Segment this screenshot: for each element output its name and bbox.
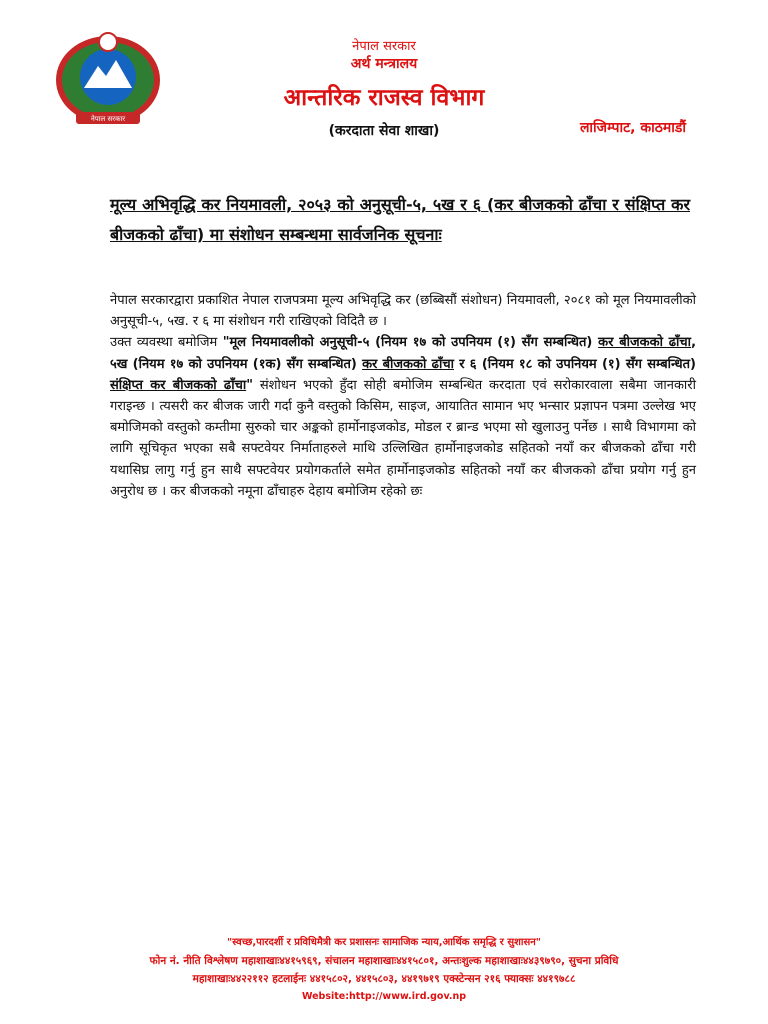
p2-quote-4: " (246, 377, 253, 393)
government-name: नेपाल सरकार (352, 39, 416, 54)
footer-contact-line-2: महाशाखाः४४२२११२ हटलाईनः ४४१५८०२, ४४१५८०३, ४४१९७१९ एक्स्टेन्सन २१६ फ्याक्सः ४४१९७८८ (192, 973, 576, 985)
paragraph-1: नेपाल सरकारद्वारा प्रकाशित नेपाल राजपत्रमा मूल्य अभिवृद्धि कर (छब्बिसौं संशोधन) नियमावली, २०८१ को मूल नियमावलीको अनुसूची-५, ५ख. र ६ मा संशोधन गरी राखिएको विदितै छ । (110, 293, 696, 330)
emblem-text: नेपाल सरकार (90, 115, 126, 123)
ministry-name: अर्थ मन्त्रालय (350, 56, 418, 72)
footer-contact-line-1: फोन नं. नीति विश्लेषण महाशाखाः४४१५९६९, संचालन महाशाखाः४४१५८०१, अन्तःशुल्क महाशाखाः४४३९७९०, सुचना प्रविधि (149, 955, 619, 967)
p2-quote-1: "मूल नियमावलीको अनुसूची-५ (नियम १७ को उपनियम (१) सँग सम्बन्धित) (222, 335, 599, 351)
p2-intro: उक्त व्यवस्था बमोजिम (110, 335, 223, 351)
office-location: लाजिम्पाट, काठमाडौं (579, 120, 686, 136)
branch-name: (करदाता सेवा शाखा) (328, 123, 440, 139)
p2-underline-1: कर बीजकको ढाँचा (598, 335, 692, 351)
footer (0, 934, 768, 1006)
p2-quote-3: र ६ (नियम १८ को उपनियम (१) सँग सम्बन्धित) (453, 356, 696, 372)
paragraph-2 (110, 332, 696, 502)
p2-quote-2: , ५ख (नियम १७ को उपनियम (१क) सँग सम्बन्धित) (110, 335, 697, 372)
p2-underline-2: कर बीजकको ढाँचा (362, 356, 454, 372)
department-name: आन्तरिक राजस्व विभाग (283, 85, 485, 111)
footer-slogan: "स्वच्छ,पारदर्शी र प्रविधिमैत्री कर प्रशासनः सामाजिक न्याय,आर्थिक समृद्धि र सुशासन" (227, 937, 541, 948)
notice-title: मूल्य अभिवृद्धि कर नियमावली, २०५३ को अनुसूची-५, ५ख र ६ (कर बीजकको ढाँचा र संक्षिप्त कर बीजकको ढाँचा) मा संशोधन सम्बन्धमा सार्वजनिक सूचनाः (110, 195, 690, 244)
p2-rest: संशोधन भएको हुँदा सोही बमोजिम सम्बन्धित करदाता एवं सरोकारवाला सबैमा जानकारी गराइन्छ । त्यसरी कर बीजक जारी गर्दा कुनै वस्तुको किसिम, साइज, आयातित सामान भए भन्सार प्रज्ञापन पत्रमा उल्लेख भए बमोजिमको वस्तुको कम्तीमा सुरुको चार अङ्कको हार्मोनाइजकोड, मोडल र ब्रान्ड भएमा सो खुलाउनु पर्नेछ । साथै विभागमा को लागि सूचिकृत भएका सबै सफ्टवेयर निर्माताहरुले माथि उल्लिखित हार्मोनाइजकोड सहितको नयाँ कर बीजकको ढाँचा गरी यथासिघ्र लागु गर्नु हुन साथै सफ्टवेयर प्रयोगकर्ताले समेत हार्मोनाइजकोड सहितको नयाँ कर बीजकको ढाँचा प्रयोग गर्नु हुन अनुरोध छ । कर बीजकको नमूना ढाँचाहरु देहाय बमोजिम रहेको छः (110, 377, 696, 499)
p2-underline-3: संक्षिप्त कर बीजकको ढाँचा (110, 377, 247, 393)
footer-website-link[interactable]: Website:http://www.ird.gov.np (301, 991, 467, 1002)
notice-body (110, 290, 696, 502)
